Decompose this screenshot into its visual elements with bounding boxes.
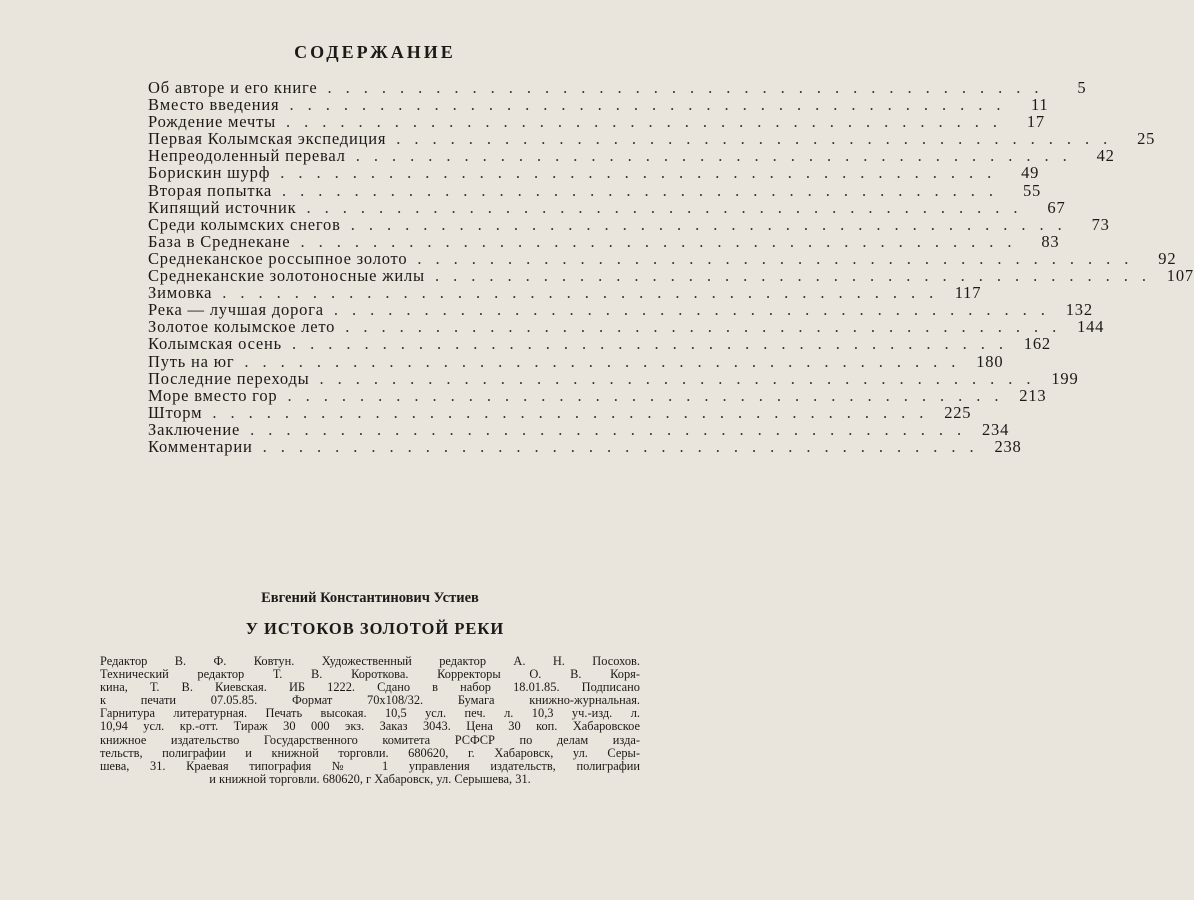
toc-entry [148, 129, 1156, 149]
toc-entry-title: Среди колымских снегов [148, 214, 341, 234]
colophon-line: и книжной торговли. 680620, г Хабаровск, ул. Серышева, 31. [209, 771, 531, 786]
leader-dots: ........................................ [262, 436, 988, 456]
colophon-line: 10,94 усл. кр.-отт. Тираж 30 000 экз. Заказ 3043. Цена 30 коп. Хабаровское [100, 719, 640, 734]
colophon-line: Технический редактор Т. В. Короткова. Корректоры О. В. Коря- [100, 667, 640, 682]
colophon-line: Редактор В. Ф. Ковтун. Художественный редактор А. Н. Посохов. [100, 654, 640, 668]
colophon-line: книжное издательство Государственного комитета РСФСР по делам изда- [100, 732, 640, 747]
leader-dots: ........................................ [244, 351, 970, 371]
leader-dots: ........................................ [285, 112, 1011, 132]
toc-entry [148, 197, 1066, 217]
toc-entry-title: Борискин шурф [148, 163, 271, 183]
colophon-line: тельств, полиграфии и книжной торговли. 680620, г. Хабаровск, ул. Серы- [100, 745, 640, 760]
toc-entry-title: Колымская осень [148, 334, 282, 354]
leader-dots: ........................................ [350, 214, 1076, 234]
toc-entry-title: Вместо введения [148, 95, 280, 115]
toc-entry [148, 351, 1004, 371]
table-of-contents [148, 78, 1194, 456]
leader-dots: ........................................ [222, 283, 948, 303]
colophon-line: Гарнитура литературная. Печать высокая. 10,5 усл. печ. л. 10,3 уч.-изд. л. [100, 706, 640, 721]
toc-entry-page: 213 [1019, 385, 1047, 405]
toc-entry-page: 238 [994, 436, 1022, 456]
toc-entry-page: 5 [1077, 78, 1087, 97]
toc-entry [148, 419, 1010, 439]
toc-entry-page: 73 [1091, 214, 1110, 234]
leader-dots: ........................................ [289, 95, 1015, 115]
toc-entry-title: Непреодоленный перевал [148, 146, 346, 166]
toc-entry-page: 67 [1047, 197, 1066, 217]
toc-entry-title: Вторая попытка [148, 180, 273, 200]
toc-entry [148, 368, 1079, 388]
toc-entry [148, 180, 1042, 200]
toc-entry [148, 266, 1194, 286]
author-name: Евгений Константинович Устиев [261, 590, 479, 606]
toc-entry [148, 146, 1115, 166]
toc-entry-page: 83 [1041, 231, 1060, 251]
toc-entry-title: Первая Колымская экспедиция [148, 129, 387, 149]
toc-entry-title: Шторм [148, 402, 203, 422]
leader-dots: ........................................ [396, 129, 1122, 149]
leader-dots: ........................................ [345, 317, 1071, 337]
leader-dots: ........................................ [327, 78, 1053, 97]
leader-dots: ........................................ [280, 163, 1006, 183]
leader-dots: ........................................ [212, 402, 938, 422]
toc-entry [148, 402, 972, 422]
leader-dots: ........................................ [355, 146, 1081, 166]
toc-entry-title: Рождение мечты [148, 112, 276, 132]
book-title: У ИСТОКОВ ЗОЛОТОЙ РЕКИ [245, 619, 505, 638]
toc-entry-title: Об авторе и его книге [148, 78, 318, 97]
toc-entry [148, 95, 1049, 115]
leader-dots: ........................................ [291, 334, 1017, 354]
toc-entry [148, 283, 982, 303]
colophon-line: кина, Т. В. Киевская. ИБ 1222. Сдано в набор 18.01.85. Подписано [100, 680, 640, 695]
toc-entry-page: 17 [1026, 112, 1045, 132]
toc-entry-title: База в Среднекане [148, 231, 291, 251]
toc-entry-title: Среднеканское россыпное золото [148, 248, 408, 268]
toc-entry-title: Река — лучшая дорога [148, 300, 324, 320]
toc-entry-page: 107 [1166, 266, 1194, 286]
toc-entry [148, 78, 1087, 97]
toc-entry-title: Среднеканские золотоносные жилы [148, 266, 425, 286]
toc-entry-title: Зимовка [148, 283, 213, 303]
toc-entry-page: 117 [954, 283, 982, 303]
toc-entry-page: 180 [976, 351, 1004, 371]
colophon [100, 655, 640, 786]
leader-dots: ........................................ [306, 197, 1032, 217]
toc-entry [148, 214, 1110, 234]
toc-entry-page: 92 [1158, 248, 1177, 268]
toc-entry-page: 132 [1065, 300, 1093, 320]
toc-entry-title: Кипящий источник [148, 197, 297, 217]
toc-entry [148, 231, 1060, 251]
toc-entry-title: Море вместо гор [148, 385, 278, 405]
toc-entry-page: 199 [1051, 368, 1079, 388]
toc-entry-page: 162 [1023, 334, 1051, 354]
leader-dots: ........................................ [287, 385, 1013, 405]
toc-entry [148, 436, 1022, 456]
toc-entry [148, 385, 1047, 405]
toc-entry-page: 225 [944, 402, 972, 422]
leader-dots: ........................................ [417, 248, 1143, 268]
toc-entry [148, 334, 1051, 354]
leader-dots: ........................................ [250, 419, 976, 439]
colophon-line: к печати 07.05.85. Формат 70x108/32. Бумага книжно-журнальная. [100, 693, 640, 708]
toc-entry-page: 25 [1137, 129, 1156, 149]
leader-dots: ........................................ [300, 231, 1026, 251]
leader-dots: ........................................ [333, 300, 1059, 320]
toc-entry-page: 49 [1021, 163, 1040, 183]
colophon-line: шева, 31. Краевая типография № 1 управления издательств, полиграфии [100, 758, 640, 773]
toc-entry-title: Комментарии [148, 436, 253, 456]
toc-entry-page: 42 [1096, 146, 1115, 166]
toc-entry [148, 248, 1177, 268]
toc-entry [148, 163, 1040, 183]
leader-dots: ........................................ [434, 266, 1160, 286]
page-title: СОДЕРЖАНИЕ [294, 42, 456, 62]
toc-entry [148, 112, 1045, 132]
leader-dots: ........................................ [282, 180, 1008, 200]
toc-entry-title: Заключение [148, 419, 241, 439]
toc-entry-title: Последние переходы [148, 368, 310, 388]
toc-entry-title: Путь на юг [148, 351, 235, 371]
toc-entry [148, 300, 1093, 320]
toc-entry-title: Золотое колымское лето [148, 317, 336, 337]
toc-entry [148, 317, 1105, 337]
toc-entry-page: 144 [1077, 317, 1105, 337]
toc-entry-page: 11 [1030, 95, 1049, 115]
toc-entry-page: 234 [982, 419, 1010, 439]
toc-entry-page: 55 [1022, 180, 1042, 200]
leader-dots: ........................................ [319, 368, 1045, 388]
